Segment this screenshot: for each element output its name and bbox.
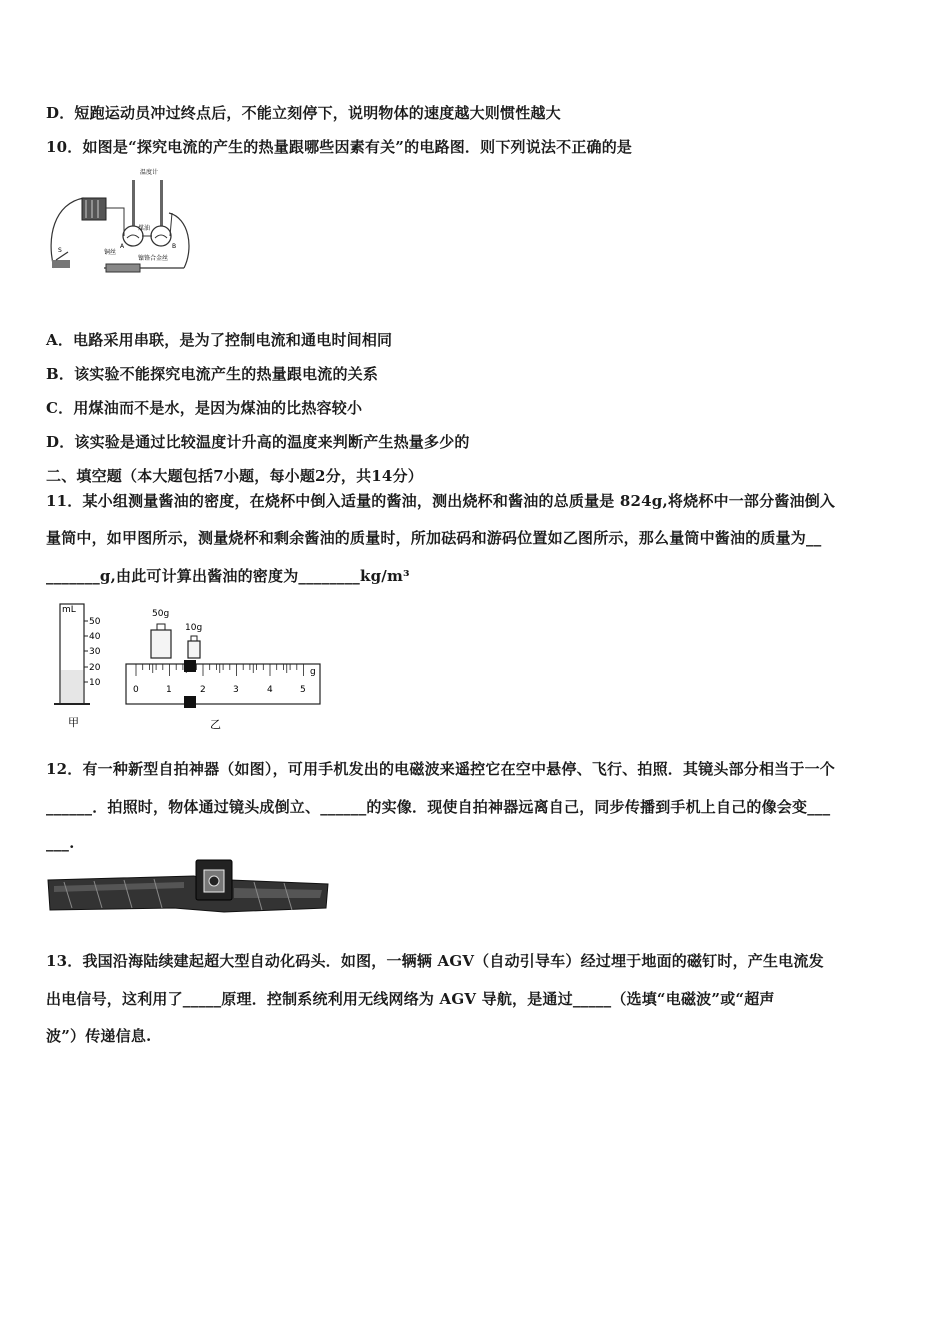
cylinder-tick-40: 40 bbox=[89, 632, 101, 642]
cylinder-tick-30: 30 bbox=[89, 647, 101, 657]
graduated-cylinder-figure bbox=[52, 600, 108, 730]
scale-tick-0: 0 bbox=[133, 685, 139, 695]
liquid-level bbox=[61, 670, 83, 704]
wire-right bbox=[169, 213, 189, 268]
copper-wire-label: 铜丝 bbox=[104, 249, 117, 256]
switch-label: S bbox=[58, 247, 62, 254]
balance-caption: 乙 bbox=[210, 718, 221, 731]
cylinder-tick-50: 50 bbox=[89, 617, 101, 627]
thermometer-b-icon bbox=[160, 180, 163, 228]
q10-option-a: A．电路采用串联，是为了控制电流和通电时间相同 bbox=[46, 331, 393, 349]
cylinder-unit: mL bbox=[62, 605, 76, 615]
rider-bottom-icon bbox=[184, 696, 196, 708]
q11-line2: 量筒中，如甲图所示，测量烧杯和剩余酱油的质量时，所加砝码和游码位置如乙图所示，那么量筒中酱油的质量为__ bbox=[46, 529, 822, 547]
thermometer-label: 温度计 bbox=[140, 169, 159, 176]
camera-lens-icon bbox=[209, 876, 219, 886]
section2-title: 二、填空题（本大题包括7小题，每小题2分，共14分） bbox=[46, 467, 423, 485]
label-a: A bbox=[120, 243, 125, 250]
wire-left bbox=[51, 198, 84, 268]
q10-stem: 10．如图是“探究电流的产生的热量跟哪些因素有关”的电路图．则下列说法不正确的是 bbox=[46, 138, 633, 156]
scale-tick-4: 4 bbox=[267, 685, 273, 695]
scale-tick-2: 2 bbox=[200, 685, 206, 695]
label-b: B bbox=[172, 243, 177, 250]
q12-line3: ___. bbox=[46, 834, 75, 852]
q10-option-b: B．该实验不能探究电流产生的热量跟电流的关系 bbox=[46, 365, 379, 383]
weight-10g-label: 10g bbox=[185, 623, 203, 633]
scale-tick-3: 3 bbox=[233, 685, 239, 695]
q9-option-d: D．短跑运动员冲过终点后，不能立刻停下，说明物体的速度越大则惯性越大 bbox=[46, 104, 561, 122]
q11-line1: 11．某小组测量酱油的密度，在烧杯中倒入适量的酱油，测出烧杯和酱油的总质量是 824g,将烧杯中一部分酱油倒入 bbox=[46, 492, 836, 510]
selfie-drone-figure bbox=[44, 858, 334, 916]
flask-b-icon bbox=[151, 226, 171, 246]
weight-50g-icon bbox=[151, 630, 171, 658]
q13-line3: 波”）传递信息. bbox=[46, 1027, 152, 1045]
cylinder-caption: 甲 bbox=[68, 716, 79, 729]
q13-line1: 13．我国沿海陆续建起超大型自动化码头．如图，一辆辆 AGV（自动引导车）经过埋于地面的磁钉时，产生电流发 bbox=[46, 952, 824, 970]
scale-unit: g bbox=[310, 667, 316, 677]
q13-line2: 出电信号，这利用了_____原理．控制系统利用无线网络为 AGV 导航，是通过_____（选填“电磁波”或“超声 bbox=[46, 990, 775, 1008]
scale-tick-1: 1 bbox=[166, 685, 172, 695]
rheostat-icon bbox=[106, 264, 140, 272]
scale-tick-5: 5 bbox=[300, 685, 306, 695]
nichrome-label: 镍铬合金丝 bbox=[138, 255, 169, 262]
kerosene-label: 煤油 bbox=[138, 225, 151, 232]
cylinder-tick-10: 10 bbox=[89, 678, 101, 688]
q10-option-d: D．该实验是通过比较温度计升高的温度来判断产生热量多少的 bbox=[46, 433, 470, 451]
rider-top-icon bbox=[184, 660, 196, 672]
weight-50g-label: 50g bbox=[152, 609, 170, 619]
weight-10g-icon bbox=[188, 641, 200, 658]
thermometer-a-icon bbox=[132, 180, 135, 228]
q12-line1: 12．有一种新型自拍神器（如图），可用手机发出的电磁波来遥控它在空中悬停、飞行、拍照．其镜头部分相当于一个 bbox=[46, 760, 835, 778]
q11-line3: _______g,由此可计算出酱油的密度为________kg/m³ bbox=[46, 567, 410, 585]
q10-circuit-figure bbox=[44, 168, 194, 280]
cylinder-tick-20: 20 bbox=[89, 663, 101, 673]
balance-figure bbox=[122, 604, 326, 732]
q10-option-c: C．用煤油而不是水，是因为煤油的比热容较小 bbox=[46, 399, 363, 417]
switch-icon bbox=[52, 260, 70, 268]
q12-line2: ______．拍照时，物体通过镜头成倒立、______的实像．现使自拍神器远离自己，同步传播到手机上自己的像会变___ bbox=[46, 798, 831, 816]
